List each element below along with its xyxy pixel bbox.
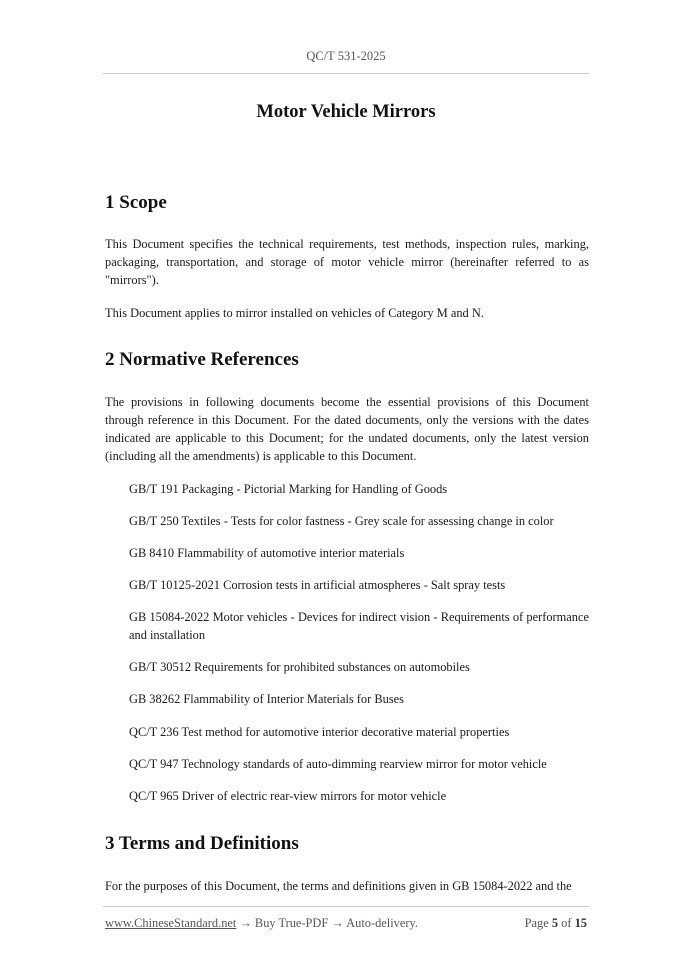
page-current: 5 [551,916,559,930]
reference-item: GB/T 10125-2021 Corrosion tests in artificial atmospheres - Salt spray tests [129,578,506,592]
chinesestandard-link[interactable]: www.ChineseStandard.net [105,916,237,930]
reference-item: GB 38262 Flammability of Interior Materials for Buses [129,692,404,706]
reference-item: GB/T 250 Textiles - Tests for color fastness - Grey scale for assessing change in color [129,514,554,528]
running-header: QC/T 531-2025 [306,49,386,63]
document-title: Motor Vehicle Mirrors [256,102,436,122]
reference-item: GB/T 191 Packaging - Pictorial Marking for Handling of Goods [129,482,448,496]
page-label: Page [524,916,549,930]
reference-item: QC/T 236 Test method for automotive interior decorative material properties [129,725,510,739]
footer-rule [103,906,589,907]
scope-paragraph-1: This Document specifies the technical requirements, test methods, inspection rules, marking, packaging, transportation, and storage of motor vehicle mirror (hereinafter referred to as "mirrors"). [105,237,589,287]
terms-paragraph: For the purposes of this Document, the terms and definitions given in GB 15084-2022 and the [105,879,572,893]
scope-paragraph-2: This Document applies to mirror installed on vehicles of Category M and N. [105,306,484,320]
footer-promo-text: → Buy True-PDF → Auto-delivery. [236,916,418,930]
footer-promo [105,916,418,931]
page-number [525,916,587,931]
header-rule [103,73,589,74]
of-label: of [561,916,572,930]
reference-item: GB 8410 Flammability of automotive interior materials [129,546,405,560]
reference-item: GB 15084-2022 Motor vehicles - Devices for indirect vision - Requirements of performance and installation [129,610,589,642]
reference-item: GB/T 30512 Requirements for prohibited substances on automobiles [129,660,470,674]
normative-references-paragraph: The provisions in following documents become the essential provisions of this Document through reference in this Document. For the dated documents, only the versions with the dates indicated are applicable to this Document; for the undated documents, only the latest version (including all the amendments) is applicable to this Document. [105,395,589,463]
page-total: 15 [574,916,587,930]
section-heading-normative-references: 2 Normative References [105,349,299,370]
reference-item: QC/T 965 Driver of electric rear-view mirrors for motor vehicle [129,789,447,803]
reference-item: QC/T 947 Technology standards of auto-dimming rearview mirror for motor vehicle [129,757,547,771]
section-heading-scope: 1 Scope [105,192,167,213]
section-heading-terms-and-definitions: 3 Terms and Definitions [105,833,299,854]
